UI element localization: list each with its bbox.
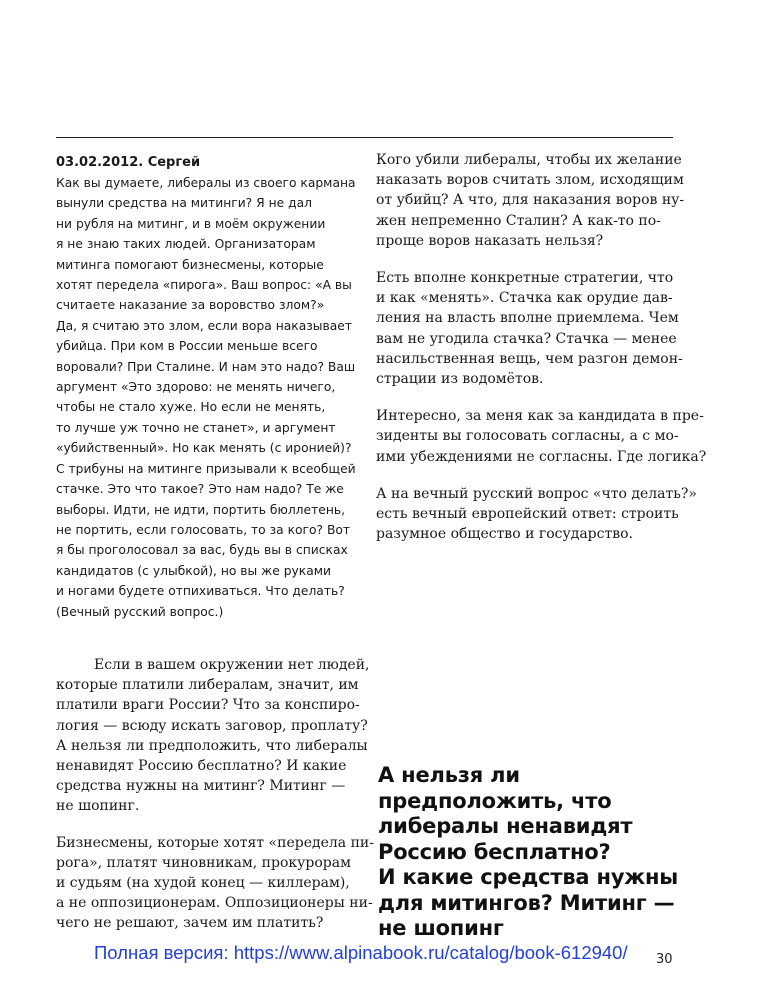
- answer-line: чего не решают, зачем им платить?: [56, 915, 324, 932]
- question-line: «убийственный». Но как менять (с иронией)?: [56, 441, 352, 456]
- question-line: митинга помогают бизнесмены, которые: [56, 257, 324, 272]
- pull-quote: [378, 763, 698, 942]
- question-line: убийца. При ком в России меньше всего: [56, 339, 318, 354]
- answer-line: разумное общество и государство.: [376, 526, 633, 543]
- question-line: не портить, если голосовать, то за кого? Вот: [56, 522, 351, 537]
- answer-line: Есть вполне конкретные стратегии, что: [376, 270, 674, 287]
- pull-quote-line: либералы ненавидят: [378, 814, 633, 838]
- answer-line: а не оппозиционерам. Оппозиционеры ни-: [56, 895, 373, 912]
- answer-line: средства нужны на митинг? Митинг —: [56, 778, 346, 795]
- answer-line: проще воров наказать нельзя?: [376, 232, 604, 249]
- answer-line: Если в вашем окружении нет людей,: [94, 657, 370, 673]
- pull-quote-line: Россию бесплатно?: [378, 839, 611, 864]
- answer-line: зиденты вы голосовать согласны, а с мо-: [376, 428, 679, 445]
- pull-quote-line: для митингов? Митинг —: [378, 890, 675, 915]
- pull-quote-line: не шопинг: [378, 916, 504, 940]
- answer-line: насильственная вещь, чем разгон демон-: [376, 350, 683, 367]
- answer-paragraph: [376, 268, 683, 389]
- question-line: С трибуны на митинге призывали к всеобщей: [56, 461, 356, 476]
- answer-line: жен непременно Сталин? А как-то по-: [376, 212, 661, 229]
- answer-paragraph: [56, 655, 370, 817]
- question-line: (Вечный русский вопрос.): [56, 604, 224, 619]
- answer-line: которые платили либералам, значит, им: [56, 677, 359, 694]
- question-line: стачке. Это что такое? Это нам надо? Те же: [56, 482, 344, 497]
- paragraph-gap: [56, 817, 366, 833]
- question-line: Как вы думаете, либералы из своего кармана: [56, 176, 356, 190]
- question-date-author: 03.02.2012. Сергей: [56, 155, 201, 170]
- question-line: воровали? При Сталине. И нам это надо? Ваш: [56, 359, 356, 374]
- question-line: аргумент «Это здорово: не менять ничего,: [56, 380, 336, 395]
- question-line: и ногами будете отпихиваться. Что делать?: [56, 584, 345, 599]
- answer-paragraph: [376, 150, 685, 251]
- answer-line: не шопинг.: [56, 798, 140, 815]
- answer-paragraph: [376, 484, 697, 545]
- pull-quote-line: А нельзя ли: [378, 763, 520, 787]
- answer-line: от убийц? А что, для наказания воров ну-: [376, 192, 685, 209]
- question-line: вынули средства на митинги? Я не дал: [56, 196, 312, 211]
- answer-line: логия — всюду искать заговор, проплату?: [56, 717, 368, 734]
- answer-line: вам не угодила стачка? Стачка — менее: [376, 330, 677, 347]
- question-line: считаете наказание за воровство злом?»: [56, 298, 325, 313]
- question-line: я не знаю таких людей. Организаторам: [56, 237, 316, 252]
- reader-question: [56, 150, 356, 622]
- answer-line: Интересно, за меня как за кандидата в пре-: [376, 408, 704, 425]
- header-rule: [56, 137, 673, 138]
- answer-line: ления на власть вполне приемлема. Чем: [376, 310, 679, 327]
- answer-left-column: [56, 655, 374, 934]
- full-version-link[interactable]: Полная версия: https://www.alpinabook.ru/catalog/book-612940/: [94, 942, 628, 963]
- question-body: [56, 173, 356, 622]
- answer-line: ненавидят Россию бесплатно? И какие: [56, 758, 347, 775]
- answer-line: А нельзя ли предположить, что либералы: [56, 737, 368, 754]
- question-line: я бы проголосовал за вас, будь вы в списках: [56, 543, 348, 558]
- question-line: Да, я считаю это злом, если вора наказывает: [56, 318, 353, 333]
- answer-line: есть вечный европейский ответ: строить: [376, 506, 679, 523]
- answer-line: Бизнесмены, которые хотят «передела пи-: [56, 834, 374, 851]
- question-line: ни рубля на митинг, и в моём окружении: [56, 216, 326, 231]
- page-number: 30: [656, 952, 673, 967]
- question-line: то лучше уж точно не станет», и аргумент: [56, 420, 336, 435]
- question-line: чтобы не стало хуже. Но если не менять,: [56, 400, 326, 415]
- answer-line: наказать воров считать злом, исходящим: [376, 172, 684, 189]
- answer-paragraph: [56, 833, 374, 934]
- question-line: хотят передела «пирога». Ваш вопрос: «А вы: [56, 278, 352, 293]
- answer-line: ими убеждениями не согласны. Где логика?: [376, 448, 707, 465]
- answer-line: и судьям (на худой конец — киллерам),: [56, 875, 350, 892]
- pull-quote-line: И какие средства нужны: [378, 865, 679, 889]
- answer-line: рога», платят чиновникам, прокурорам: [56, 854, 351, 871]
- answer-line: и как «менять». Стачка как орудие дав-: [376, 290, 673, 307]
- question-line: кандидатов (с улыбкой), но вы же руками: [56, 563, 332, 578]
- answer-line: Кого убили либералы, чтобы их желание: [376, 152, 682, 168]
- answer-paragraph: [376, 406, 707, 467]
- answer-line: А на вечный русский вопрос «что делать?»: [376, 485, 697, 502]
- question-line: выборы. Идти, не идти, портить бюллетень,: [56, 502, 346, 517]
- answer-right-column: [376, 150, 707, 561]
- answer-line: страции из водомётов.: [376, 371, 544, 388]
- pull-quote-line: предположить, что: [378, 788, 612, 813]
- answer-line: платили враги России? Что за конспиро-: [56, 697, 360, 714]
